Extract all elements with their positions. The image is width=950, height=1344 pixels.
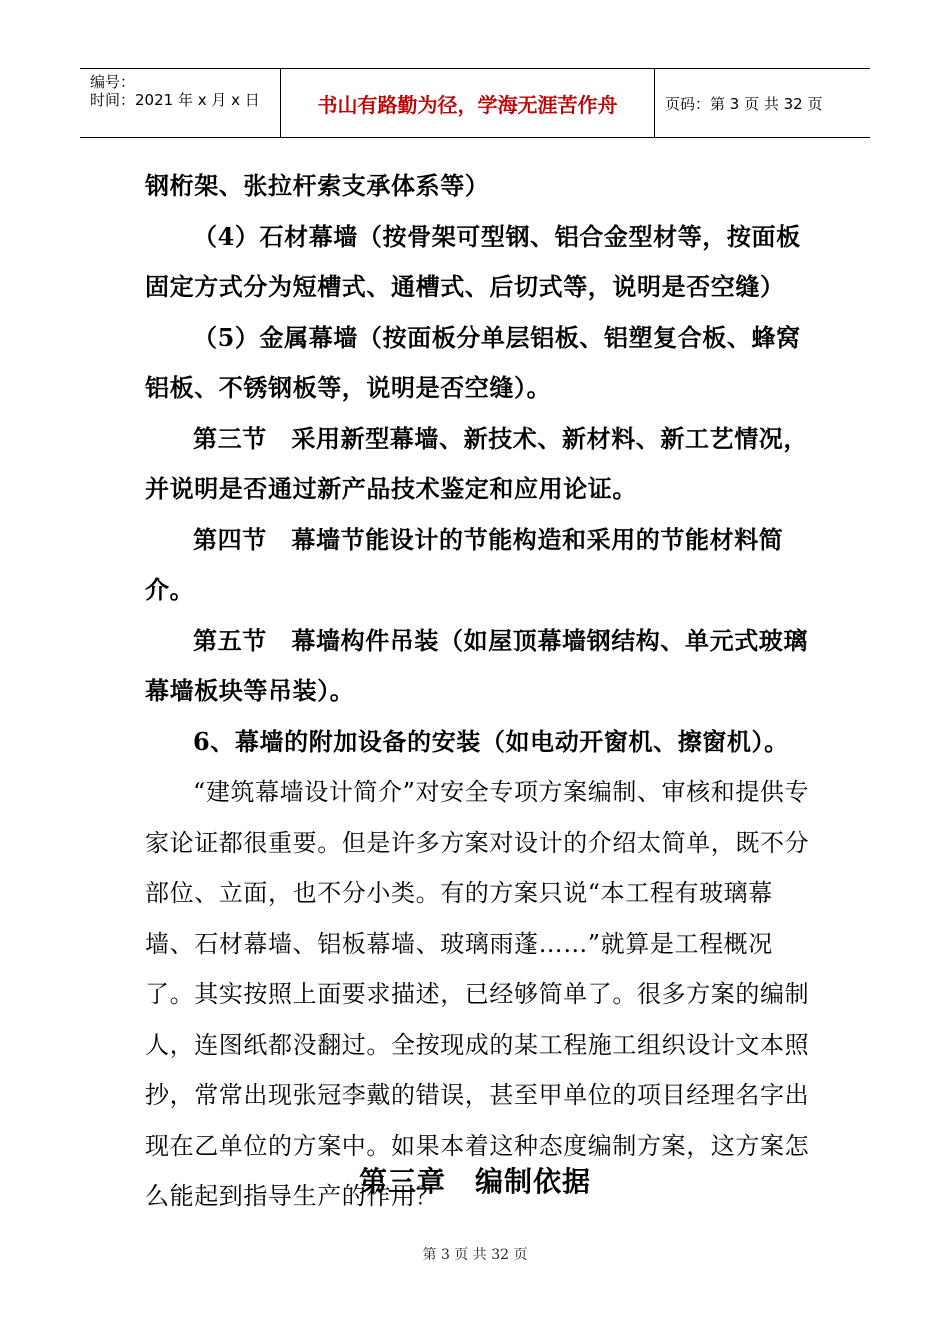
header-table bbox=[80, 68, 870, 138]
header-page-info: 页码：第 3 页 共 32 页 bbox=[665, 94, 823, 113]
item-six: 6、幕墙的附加设备的安装（如电动开窗机、擦窗机）。 bbox=[193, 726, 789, 756]
document-body bbox=[145, 161, 810, 1222]
section-five: 第五节 幕墙构件吊装（如屋顶幕墙钢结构、单元式玻璃幕墙板块等吊装）。 bbox=[145, 625, 808, 705]
section-three: 第三节 采用新型幕墙、新技术、新材料、新工艺情况，并说明是否通过新产品技术鉴定和应用论证。 bbox=[145, 423, 808, 503]
document-number-label: 编号： bbox=[90, 73, 136, 91]
paragraph-design-introduction: “建筑幕墙设计简介”对安全专项方案编制、审核和提供专家论证都很重要。但是许多方案对设计的介绍太简单，既不分部位、立面，也不分小类。有的方案只说“本工程有玻璃幕墙、石材幕墙、铝板幕墙、玻璃雨蓬……”就算是工程概况了。其实按照上面要求描述，已经够简单了。很多方案的编制人，连图纸都没翻过。全按现成的某工程施工组织设计文本照抄，常常出现张冠李戴的错误，甚至甲单位的项目经理名字出现在乙单位的方案中。如果本着这种态度编制方案，这方案怎么能起到指导生产的作用？ bbox=[145, 778, 810, 1210]
section-four: 第四节 幕墙节能设计的节能构造和采用的节能材料简介。 bbox=[145, 524, 784, 604]
page-footer: 第 3 页 共 32 页 bbox=[422, 1247, 528, 1263]
paragraph-continuation: 钢桁架、张拉杆索支承体系等） bbox=[145, 171, 490, 200]
header-motto: 书山有路勤为径，学海无涯苦作舟 bbox=[281, 69, 655, 137]
document-time-label: 时间：2021 年 x 月 x 日 bbox=[90, 91, 260, 109]
header-left-cell bbox=[80, 69, 281, 137]
chapter-title: 第三章 编制依据 bbox=[358, 1165, 591, 1198]
paragraph-stone-curtain-wall: （4）石材幕墙（按骨架可型钢、铝合金型材等，按面板固定方式分为短槽式、通槽式、后切式等，说明是否空缝） bbox=[145, 221, 801, 301]
paragraph-metal-curtain-wall: （5）金属幕墙（按面板分单层铝板、铝塑复合板、蜂窝铝板、不锈钢板等，说明是否空缝）。 bbox=[145, 322, 801, 402]
